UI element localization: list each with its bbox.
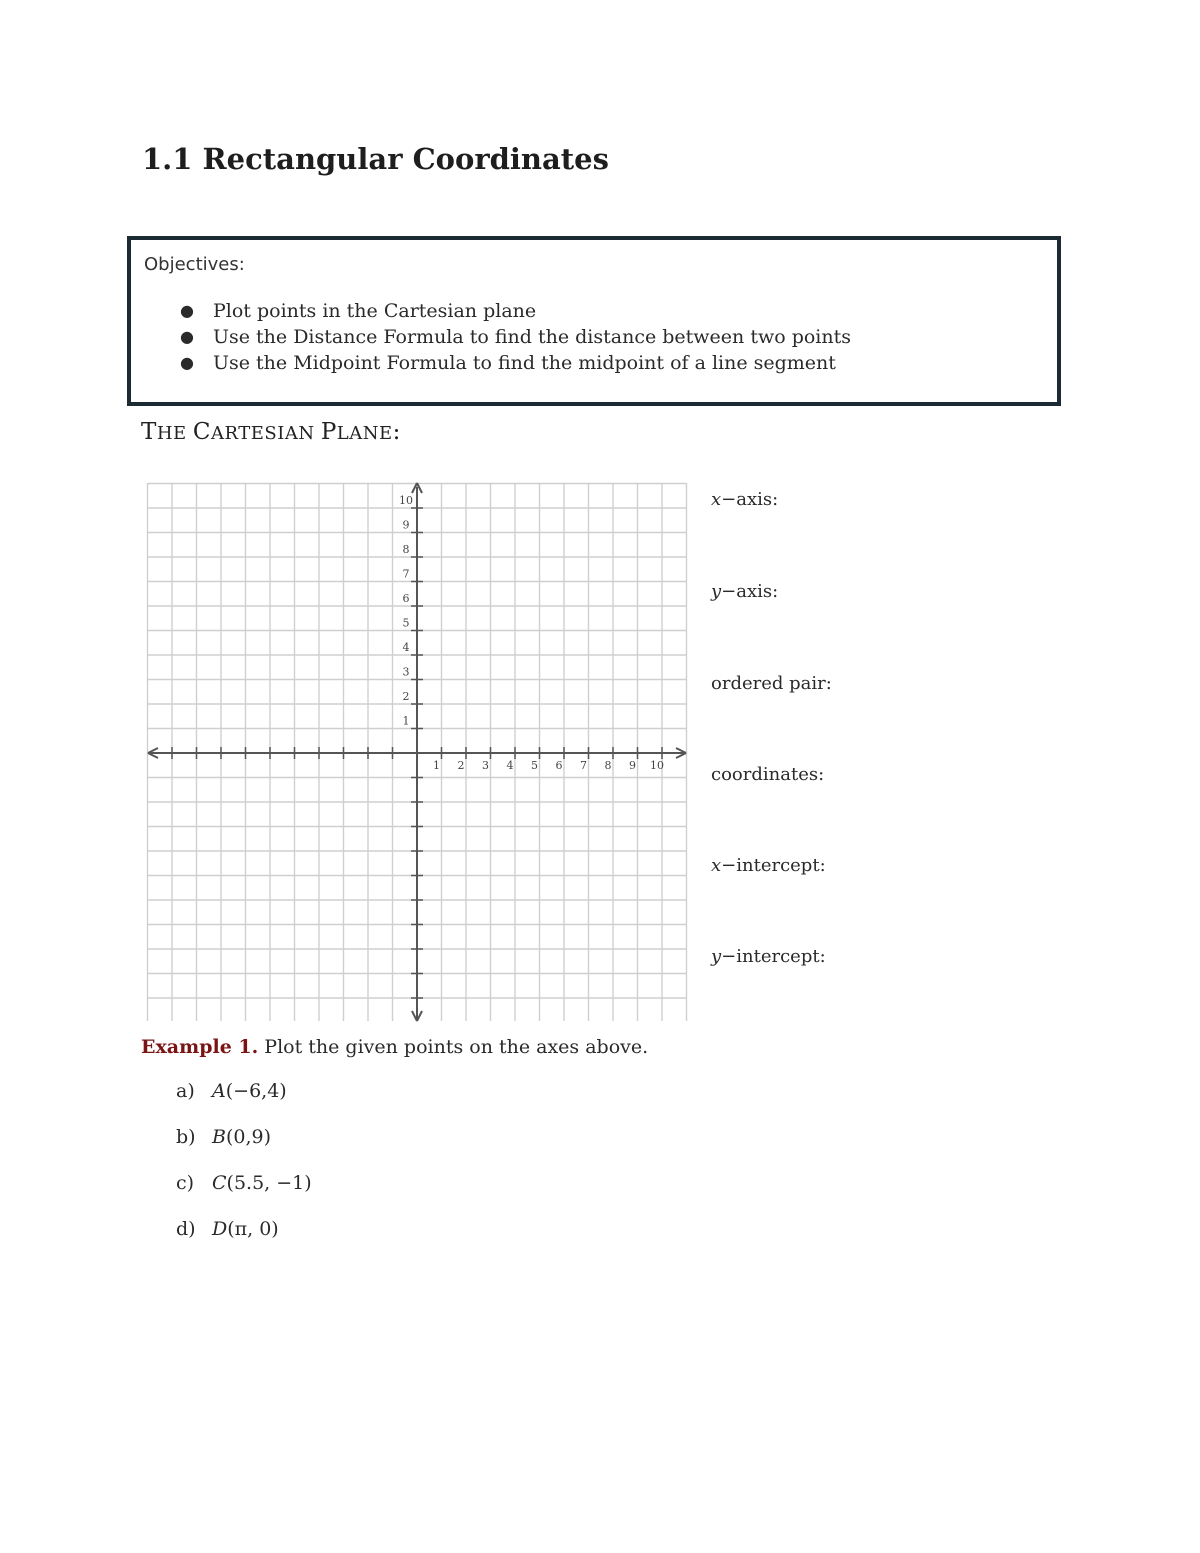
objective-item: ● Plot points in the Cartesian plane	[180, 300, 537, 322]
y-tick-label: 1	[402, 714, 410, 728]
x-tick-label: 2	[457, 759, 465, 772]
bullet-icon: ●	[180, 301, 194, 320]
y-tick-label: 6	[402, 592, 410, 605]
term-ordered-pair: ordered pair:	[711, 673, 832, 694]
y-tick-label: 4	[402, 641, 410, 654]
objective-item: ● Use the Midpoint Formula to find the midpoint of a line segment	[180, 352, 836, 374]
x-tick-label: 10	[650, 759, 664, 772]
bullet-icon: ●	[180, 327, 194, 346]
list-item: a) A(−6,4)	[176, 1080, 287, 1102]
x-tick-label: 6	[555, 759, 563, 772]
list-item: b) B(0,9)	[176, 1126, 272, 1148]
list-item: c) C(5.5, −1)	[176, 1172, 312, 1194]
y-tick-label: 5	[402, 616, 410, 630]
y-tick-label: 3	[402, 665, 410, 679]
x-tick-label: 5	[531, 759, 538, 772]
y-tick-label: 2	[402, 690, 410, 703]
x-tick-label: 8	[604, 759, 612, 772]
y-tick-label: 7	[402, 567, 410, 581]
bullet-icon: ●	[180, 353, 194, 372]
list-item: d) D(π, 0)	[176, 1218, 279, 1240]
x-tick-label: 1	[433, 759, 440, 772]
term-y-axis: y−axis:	[711, 581, 779, 602]
objective-item: ● Use the Distance Formula to find the distance between two points	[180, 326, 851, 348]
term-x-intercept: x−intercept:	[711, 855, 826, 876]
objectives-heading: Objectives:	[144, 254, 245, 275]
term-coordinates: coordinates:	[711, 764, 825, 785]
x-tick-label: 4	[506, 759, 514, 772]
page-title: 1.1 Rectangular Coordinates	[142, 142, 609, 176]
example-label: Example 1.	[141, 1036, 259, 1058]
objectives-box	[127, 236, 1061, 406]
section-heading: THE CARTESIAN PLANE:	[141, 419, 401, 445]
example-text: Plot the given points on the axes above.	[258, 1036, 649, 1058]
term-x-axis: x−axis:	[711, 489, 779, 510]
example-prompt	[141, 1036, 648, 1058]
x-tick-label: 7	[580, 759, 587, 772]
term-y-intercept: y−intercept:	[711, 946, 826, 967]
x-tick-label: 3	[482, 759, 489, 772]
x-tick-label: 9	[629, 759, 636, 772]
example-parts	[176, 1080, 312, 1264]
y-tick-label: 10	[399, 494, 413, 507]
cartesian-plane	[140, 478, 690, 1028]
objectives-list	[131, 298, 851, 376]
y-tick-label: 8	[402, 543, 410, 556]
y-tick-label: 9	[402, 518, 410, 532]
